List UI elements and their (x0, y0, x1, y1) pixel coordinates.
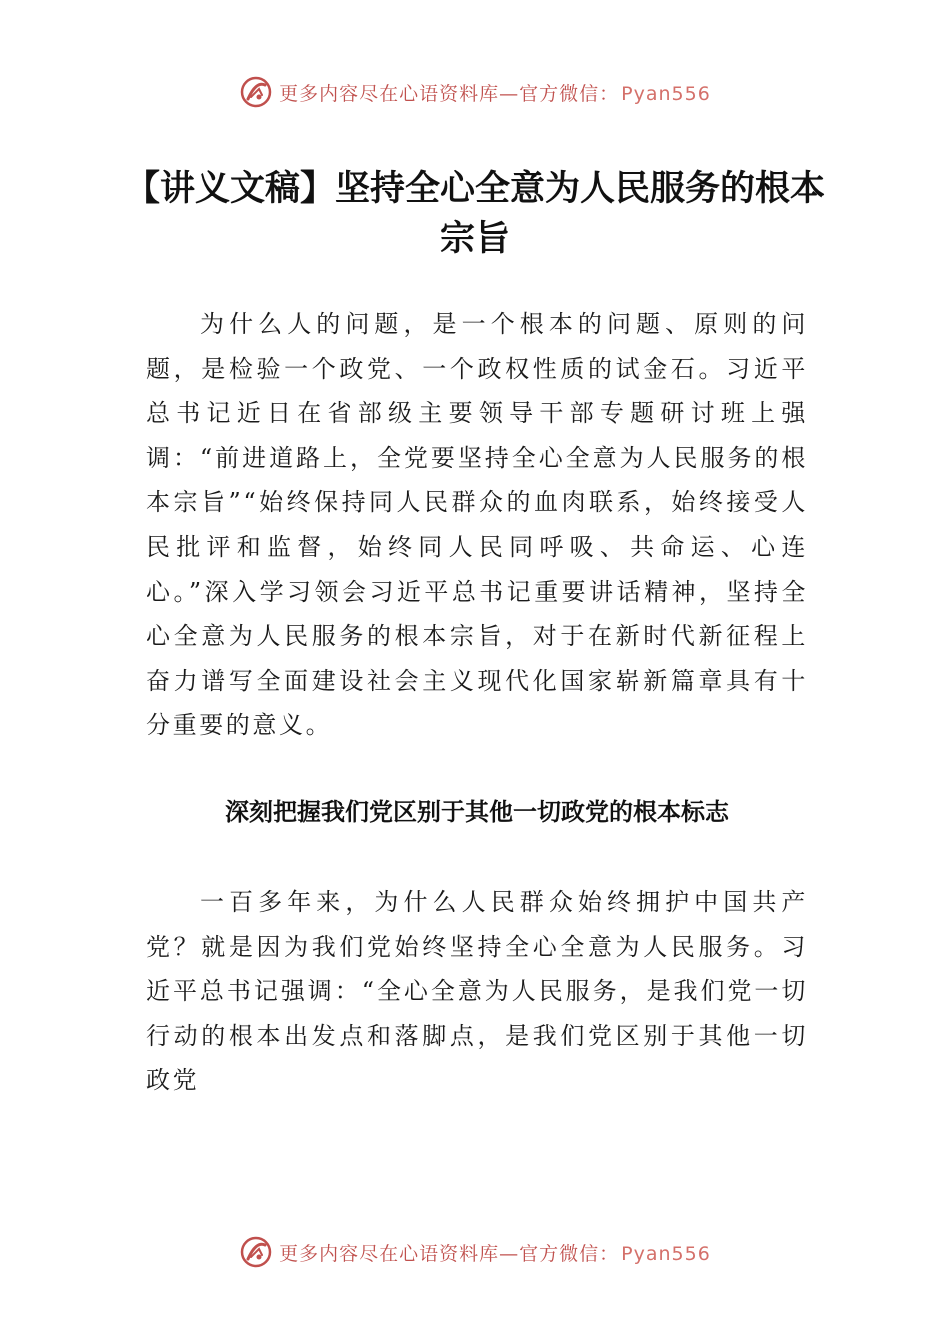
footer-wechat-id: Pyan556 (621, 1242, 711, 1265)
body-paragraph-1: 为什么人的问题，是一个根本的问题、原则的问题，是检验一个政党、一个政权性质的试金石。习近平总书记近日在省部级主要领导干部专题研讨班上强调：“前进道路上，全党要坚持全心全意为人民服务的根本宗旨”“始终保持同人民群众的血肉联系，始终接受人民批评和监督，始终同人民同呼吸、共命运、心连心。”深入学习领会习近平总书记重要讲话精神，坚持全心全意为人民服务的根本宗旨，对于在新时代新征程上奋力谱写全面建设社会主义现代化国家崭新篇章具有十分重要的意义。 (146, 310, 808, 740)
footer-banner-text: 更多内容尽在心语资料库—官方微信： Pyan556 (279, 1242, 711, 1265)
header-banner-text: 更多内容尽在心语资料库—官方微信： Pyan556 (279, 82, 711, 105)
seal-logo-icon (239, 75, 273, 109)
seal-logo-icon (239, 1235, 273, 1269)
body-paragraph-2: 一百多年来，为什么人民群众始终拥护中国共产党？就是因为我们党始终坚持全心全意为人民服务。习近平总书记强调：“全心全意为人民服务，是我们党一切行动的根本出发点和落脚点，是我们党区别于其他一切政党 (146, 888, 808, 1095)
section-heading: 深刻把握我们党区别于其他一切政党的根本标志 (225, 798, 729, 826)
header-wechat-id: Pyan556 (621, 82, 711, 105)
document-title: 【讲义文稿】坚持全心全意为人民服务的根本宗旨 (124, 169, 825, 259)
footer-banner (0, 1232, 950, 1272)
header-banner (0, 72, 950, 112)
